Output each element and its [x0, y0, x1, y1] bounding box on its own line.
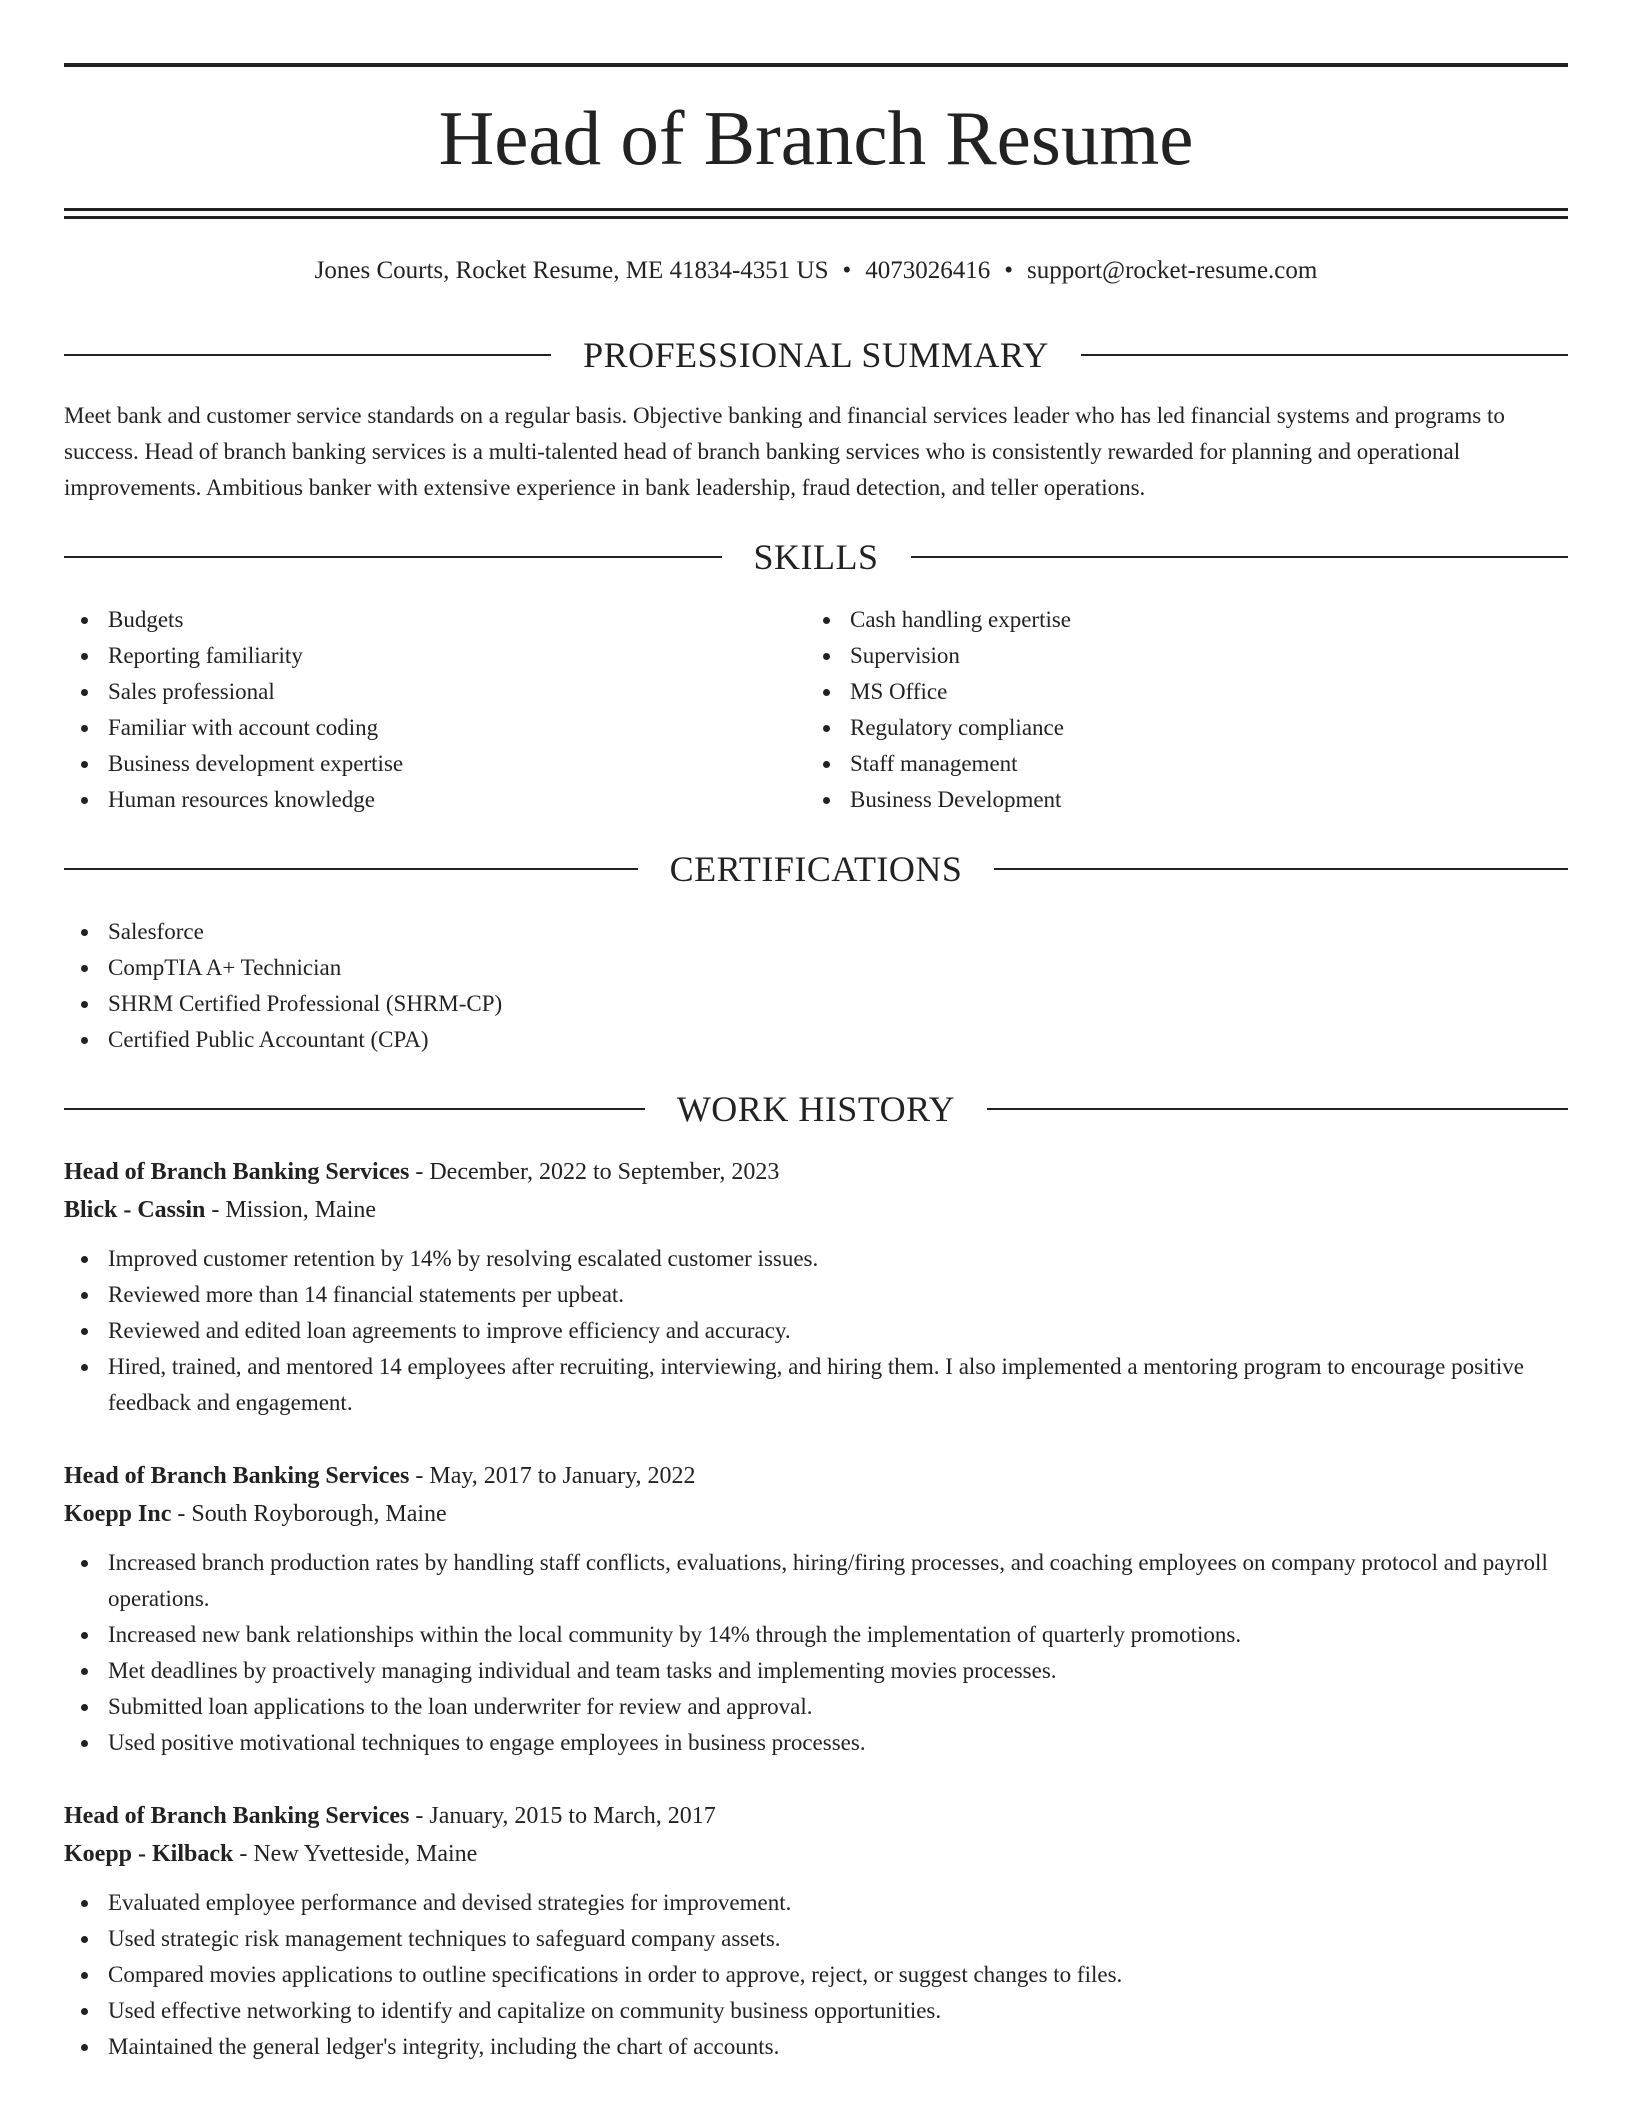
job-company-line: [64, 1835, 1568, 1873]
header-top-rule: [64, 63, 1568, 67]
job-bullet: Reviewed and edited loan agreements to improve efficiency and accuracy.: [64, 1313, 1568, 1349]
skill-item: Human resources knowledge: [64, 782, 764, 818]
section-rule-right: [1081, 354, 1568, 356]
section-rule-right: [911, 556, 1569, 558]
skill-item: Staff management: [806, 746, 1506, 782]
job-entry: [64, 1457, 1568, 1761]
job-entry: [64, 1797, 1568, 2065]
skill-item: Business Development: [806, 782, 1506, 818]
job-bullet: Met deadlines by proactively managing individual and team tasks and implementing movies processes.: [64, 1653, 1568, 1689]
job-bullet: Improved customer retention by 14% by resolving escalated customer issues.: [64, 1241, 1568, 1277]
job-entry: [64, 1153, 1568, 1421]
job-dates: - December, 2022 to September, 2023: [409, 1159, 780, 1185]
job-company: Koepp - Kilback: [64, 1841, 234, 1867]
job-dates: - May, 2017 to January, 2022: [409, 1463, 696, 1489]
summary-text: Meet bank and customer service standards on a regular basis. Objective banking and financial services leader who has led financial systems and programs to success. Head of branch banking services is a multi-talented head of branch banking services who is consistently rewarded for planning and operational improvements. Ambitious banker with extensive experience in bank leadership, fraud detection, and teller operations.: [64, 403, 1505, 500]
job-bullet: Used strategic risk management techniques to safeguard company assets.: [64, 1921, 1568, 1957]
section-header-work-history: [64, 1087, 1568, 1131]
job-title: Head of Branch Banking Services: [64, 1159, 410, 1185]
section-header-summary: [64, 333, 1568, 377]
certification-item: CompTIA A+ Technician: [64, 950, 1568, 986]
section-header-certifications: [64, 847, 1568, 891]
section-title-summary: PROFESSIONAL SUMMARY: [583, 335, 1049, 375]
certification-item: Certified Public Accountant (CPA): [64, 1022, 1568, 1058]
job-title: Head of Branch Banking Services: [64, 1463, 410, 1489]
skill-item: Reporting familiarity: [64, 638, 764, 674]
job-location: - Mission, Maine: [205, 1197, 377, 1223]
section-header-skills: [64, 535, 1568, 579]
contact-address: Jones Courts, Rocket Resume, ME 41834-4351 US: [314, 257, 829, 284]
job-bullet: Increased branch production rates by handling staff conflicts, evaluations, hiring/firing processes, and coaching employees on company protocol and payroll operations.: [64, 1545, 1568, 1617]
skill-item: Familiar with account coding: [64, 710, 764, 746]
section-rule-left: [64, 1108, 645, 1110]
skill-item: Budgets: [64, 602, 764, 638]
job-bullet: Compared movies applications to outline specifications in order to approve, reject, or suggest changes to files.: [64, 1957, 1568, 1993]
contact-separator: •: [842, 257, 852, 284]
certification-item: Salesforce: [64, 914, 1568, 950]
skill-item: MS Office: [806, 674, 1506, 710]
job-title: Head of Branch Banking Services: [64, 1803, 410, 1829]
section-rule-left: [64, 556, 722, 558]
skill-item: Sales professional: [64, 674, 764, 710]
job-bullet: Used positive motivational techniques to engage employees in business processes.: [64, 1725, 1568, 1761]
page-title: Head of Branch Resume: [438, 95, 1194, 181]
job-bullet: Submitted loan applications to the loan underwriter for review and approval.: [64, 1689, 1568, 1725]
job-bullet: Evaluated employee performance and devised strategies for improvement.: [64, 1885, 1568, 1921]
job-bullet: Increased new bank relationships within the local community by 14% through the implementation of quarterly promotions.: [64, 1617, 1568, 1653]
certifications-block: [64, 914, 1568, 1058]
job-bullet-list: [64, 1545, 1568, 1761]
header-bottom-rule: [64, 208, 1568, 211]
skills-column-right: [806, 602, 1506, 818]
section-rule-left: [64, 868, 638, 870]
job-bullet: Reviewed more than 14 financial statements per upbeat.: [64, 1277, 1568, 1313]
skill-item: Supervision: [806, 638, 1506, 674]
job-title-line: [64, 1153, 1568, 1191]
skill-item: Regulatory compliance: [806, 710, 1506, 746]
job-company: Koepp Inc: [64, 1501, 172, 1527]
job-location: - New Yvetteside, Maine: [233, 1841, 478, 1867]
job-bullet: Used effective networking to identify and capitalize on community business opportunities.: [64, 1993, 1568, 2029]
contact-line: [64, 253, 1568, 289]
job-title-line: [64, 1457, 1568, 1495]
skill-item: Business development expertise: [64, 746, 764, 782]
skill-item: Cash handling expertise: [806, 602, 1506, 638]
section-title-skills: SKILLS: [753, 537, 879, 577]
skills-list-right: [806, 602, 1506, 818]
section-title-certifications: CERTIFICATIONS: [669, 849, 963, 889]
header-bottom-rule-second: [64, 216, 1568, 219]
job-company-line: [64, 1495, 1568, 1533]
job-dates: - January, 2015 to March, 2017: [409, 1803, 716, 1829]
job-bullet-list: [64, 1241, 1568, 1421]
job-location: - South Royborough, Maine: [171, 1501, 447, 1527]
contact-email: support@rocket-resume.com: [1027, 257, 1318, 284]
contact-separator: •: [1004, 257, 1014, 284]
job-title-line: [64, 1797, 1568, 1835]
section-rule-right: [987, 1108, 1568, 1110]
section-rule-left: [64, 354, 551, 356]
certification-item: SHRM Certified Professional (SHRM-CP): [64, 986, 1568, 1022]
job-company: Blick - Cassin: [64, 1197, 206, 1223]
section-title-work-history: WORK HISTORY: [676, 1089, 956, 1129]
certifications-list: [64, 914, 1568, 1058]
job-bullet-list: [64, 1885, 1568, 2065]
skills-list-left: [64, 602, 764, 818]
section-rule-right: [994, 868, 1568, 870]
contact-phone: 4073026416: [865, 257, 991, 284]
skills-column-left: [64, 602, 764, 818]
job-company-line: [64, 1191, 1568, 1229]
job-bullet: Maintained the general ledger's integrity, including the chart of accounts.: [64, 2029, 1568, 2065]
job-bullet: Hired, trained, and mentored 14 employees after recruiting, interviewing, and hiring them. I also implemented a mentoring program to encourage positive feedback and engagement.: [64, 1349, 1568, 1421]
